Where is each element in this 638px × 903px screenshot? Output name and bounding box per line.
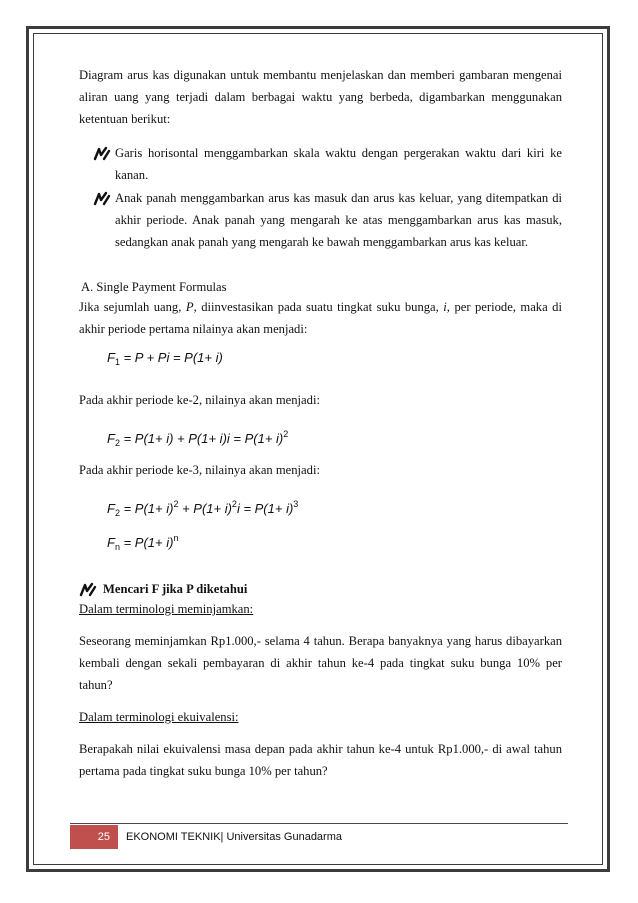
formula-fn: $F_n = P(1+ i)^n$ xyxy=(107,533,179,552)
terminology-equivalence-text: Berapakah nilai ekuivalensi masa depan pada akhir tahun ke-4 untuk Rp1.000,- di awal tahun pertama pada tingkat suku bunga 10% per tahun? xyxy=(79,742,562,778)
squiggle-bullet-icon xyxy=(93,191,111,206)
footer-title: EKONOMI TEKNIK| Universitas Gunadarma xyxy=(126,831,342,843)
bullet-text: Anak panah menggambarkan arus kas masuk dan arus kas keluar, yang ditempatkan di akhir periode. Anak panah yang mengarah ke atas menggambarkan arus kas masuk, sedangkan anak panah yang mengarah ke bawah menggambarkan arus kas keluar. xyxy=(115,191,562,249)
formula-f1: $F_1 = P + Pi = P(1+ i)$ xyxy=(107,350,223,367)
bullet-item xyxy=(79,187,562,253)
section-title: A. Single Payment Formulas xyxy=(81,280,227,294)
bullet-list xyxy=(79,142,562,253)
terminology-lending-label: Dalam terminologi meminjamkan: xyxy=(79,602,254,616)
formula-f3: $F_2 = P(1+ i)^2 + P(1+ i)^2i = P(1+ i)^3$ xyxy=(107,499,299,518)
bullet-text: Garis horisontal menggambarkan skala waktu dengan pergerakan waktu dari kiri ke kanan. xyxy=(115,146,562,182)
squiggle-bullet-icon xyxy=(93,146,111,161)
paragraph-intro-formula: Jika sejumlah uang, P, diinvestasikan pada suatu tingkat suku bunga, i, per periode, maka di akhir periode pertama nilainya akan menjadi: xyxy=(79,300,562,336)
paragraph-period-2: Pada akhir periode ke-2, nilainya akan menjadi: xyxy=(79,393,320,407)
page-footer xyxy=(70,823,568,850)
page-number: 25 xyxy=(70,825,118,849)
paragraph-period-3: Pada akhir periode ke-3, nilainya akan menjadi: xyxy=(79,463,320,477)
subheading xyxy=(79,579,562,599)
bullet-item xyxy=(79,142,562,186)
terminology-lending-text: Seseorang meminjamkan Rp1.000,- selama 4 tahun. Berapa banyaknya yang harus dibayarkan kembali dengan sekali pembayaran di akhir tahun ke-4 pada tingkat suku bunga 10% per tahun? xyxy=(79,634,562,692)
intro-paragraph: Diagram arus kas digunakan untuk membantu menjelaskan dan memberi gambaran mengenai aliran uang yang terjadi dalam berbagai waktu yang berbeda, digambarkan menggunakan ketentuan berikut: xyxy=(79,68,562,126)
squiggle-bullet-icon xyxy=(79,582,97,597)
subheading-text: Mencari F jika P diketahui xyxy=(103,582,248,596)
page-content xyxy=(79,64,562,782)
formula-f2: $F_2 = P(1+ i) + P(1+ i)i = P(1+ i)^2$ xyxy=(107,429,289,448)
terminology-equivalence-label: Dalam terminologi ekuivalensi: xyxy=(79,710,239,724)
